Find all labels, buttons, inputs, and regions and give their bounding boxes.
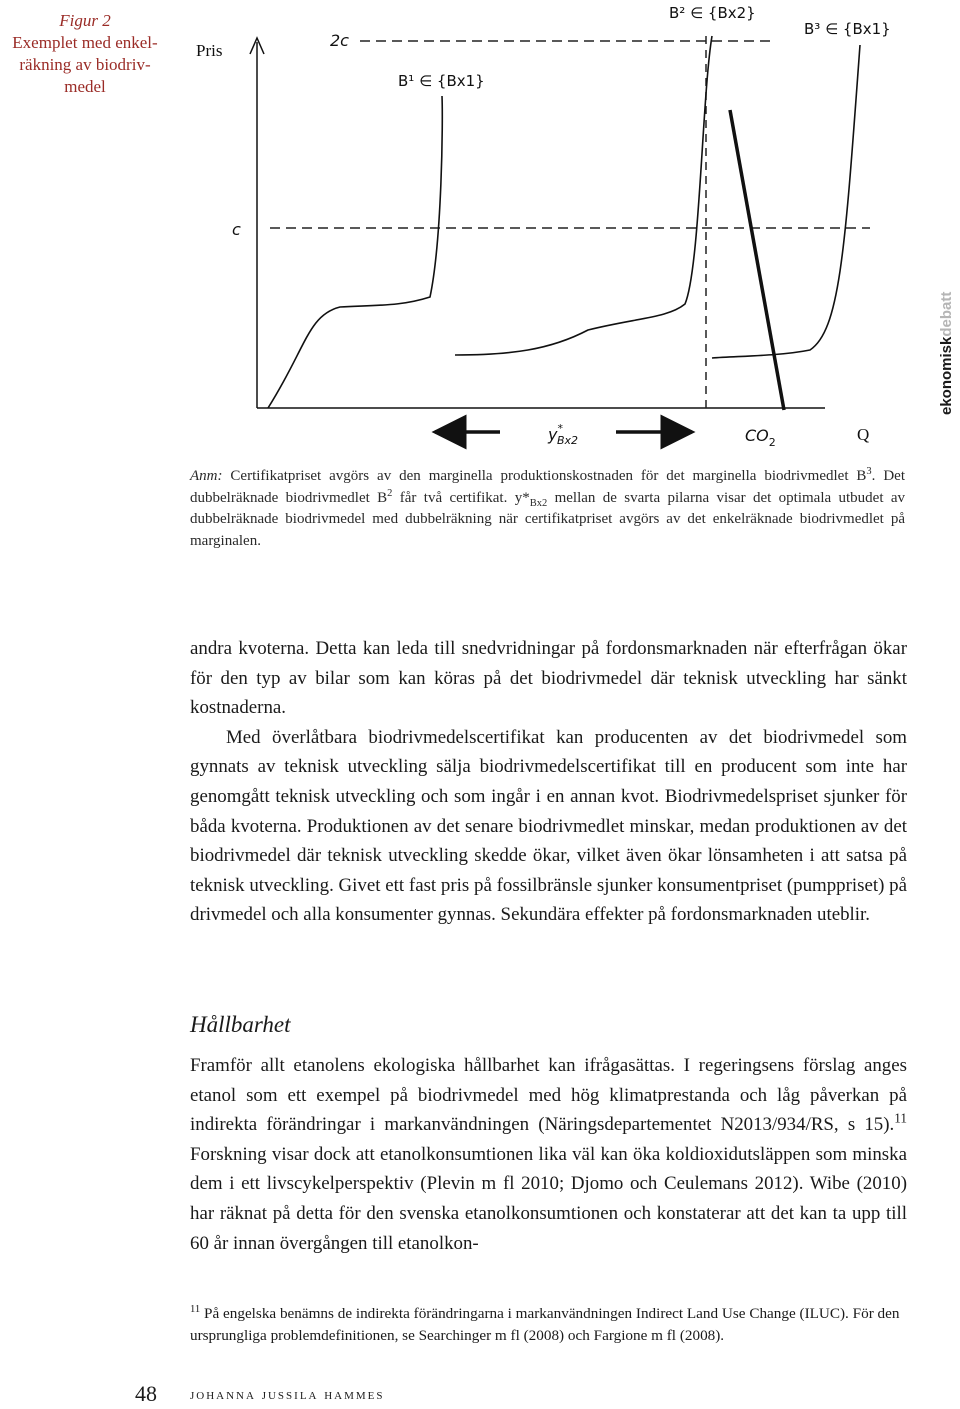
figure-label: Figur 2 (59, 11, 111, 30)
section-paragraph-1 (190, 1051, 907, 1258)
section-text (190, 1051, 907, 1258)
price-axis-label: Pris (196, 41, 223, 60)
b3-label: B³ ∈ {Bx1} (804, 20, 891, 38)
footnote-text: På engelska benämns de indirekta förändringarna i markanvändningen Indirect Land Use Change (ILUC). För den ursprungliga problemdefinitionen, se Searchinger m fl (2008) och Fargione m fl (2008). (190, 1305, 900, 1344)
level-c-label: c (232, 220, 241, 239)
note-s4: mellan de svarta pilarna visar det optimala utbudet av dubbelräknade biodrivmedel med dubbelräkning när certifikatpriset avgörs av det enkelräknade biodrivmedlet på marginalen. (190, 489, 906, 549)
co2-label: $CO_2$ (745, 426, 776, 449)
brand-part1: ekonomisk (938, 336, 955, 415)
note-s1-sup: 3 (866, 466, 872, 477)
page-number: 48 (135, 1381, 157, 1406)
level-2c-label: 2c (330, 31, 349, 50)
note-lead: Anm: (190, 468, 223, 484)
b2-label: B² ∈ {Bx2} (669, 4, 756, 22)
figure-caption-text: Exemplet med enkelräkning av biodrivmedel (12, 33, 158, 96)
brand-part2: debatt (938, 291, 955, 337)
footnote (190, 1303, 907, 1346)
note-s2-sup: 2 (387, 487, 393, 499)
note-s3-sub: Bx2 (529, 497, 548, 509)
figure-caption (0, 10, 170, 98)
note-s2: . Det dubbelräknade biodrivmedlet B (190, 468, 905, 506)
section-p1-b: Forskning visar dock att etanolkonsumtionen lika väl kan öka koldioxidutsläppen som minska dem i ett livscykelperspektiv (Plevin m fl 2010; Djomo och Ceulemans 2012). Wibe (2010) har räknat på detta för den svenska etanolkonsumtionen och konstaterar att det kan ta upp till 60 år innan övergången till etanolkon- (190, 1143, 907, 1254)
y-star-label: y* Bx2 (548, 422, 579, 447)
footnote-number: 11 (190, 1303, 201, 1315)
body-paragraph-1: andra kvoterna. Detta kan leda till snedvridningar på fordonsmarknaden när efterfrågan ökar för den typ av bilar som kan köras på det biodrivmedel där teknisk utveckling har sänkt kostnaderna. (190, 638, 907, 719)
ekonomisk-debatt-brand (938, 255, 958, 415)
footnote-ref: 11 (894, 1110, 907, 1126)
section-heading: Hållbarhet (190, 1012, 291, 1037)
body-text (190, 634, 907, 930)
note-s1: Certifikatpriset avgörs av den marginella produktionskostnaden för det marginella biodrivmedlet B (230, 468, 867, 484)
b1-label: B¹ ∈ {Bx1} (398, 72, 485, 90)
running-footer-author: johanna jussila hammes (190, 1387, 385, 1403)
note-s3: får två certifikat. y* (392, 489, 530, 506)
figure-note (190, 466, 905, 552)
body-paragraph-2: Med överlåtbara biodrivmedelscertifikat kan producenten av det biodrivmedel som gynnats av teknisk utveckling sälja biodrivmedelscertifikat till en producent som inte har genomgått teknisk utveckling och som ingår i en annan kvot. Biodrivmedelspriset sjunker för båda kvoterna. Produktionen av det senare biodrivmedlet minskar, medan produktionen av det biodrivmedel där teknisk utveckling skedde ökar, vilket även ökar lönsamheten i att satsa på teknisk utveckling. Givet ett fast pris på fossilbränsle sjunker konsumentpriset (pumppriset) på drivmedel och alla konsumenter gynnas. Sekundära effekter på fordonsmarknaden uteblir. (190, 726, 907, 926)
b2-supply-curve (455, 36, 712, 355)
quantity-axis-label: Q (857, 425, 870, 444)
co2-demand-line (730, 110, 784, 410)
b1-supply-curve (268, 96, 442, 408)
b3-supply-curve (712, 45, 860, 358)
section-p1-a: Framför allt etanolens ekologiska hållbarhet kan ifrågasättas. I regeringsens förslag anges etanol som ett exempel på biodrivmedel med hög klimatprestanda och låg påverkan på indirekta förändringar i markanvändningen (Näringsdepartementet N2013/934/RS, s 15). (190, 1055, 907, 1136)
supply-diagram (180, 0, 910, 455)
